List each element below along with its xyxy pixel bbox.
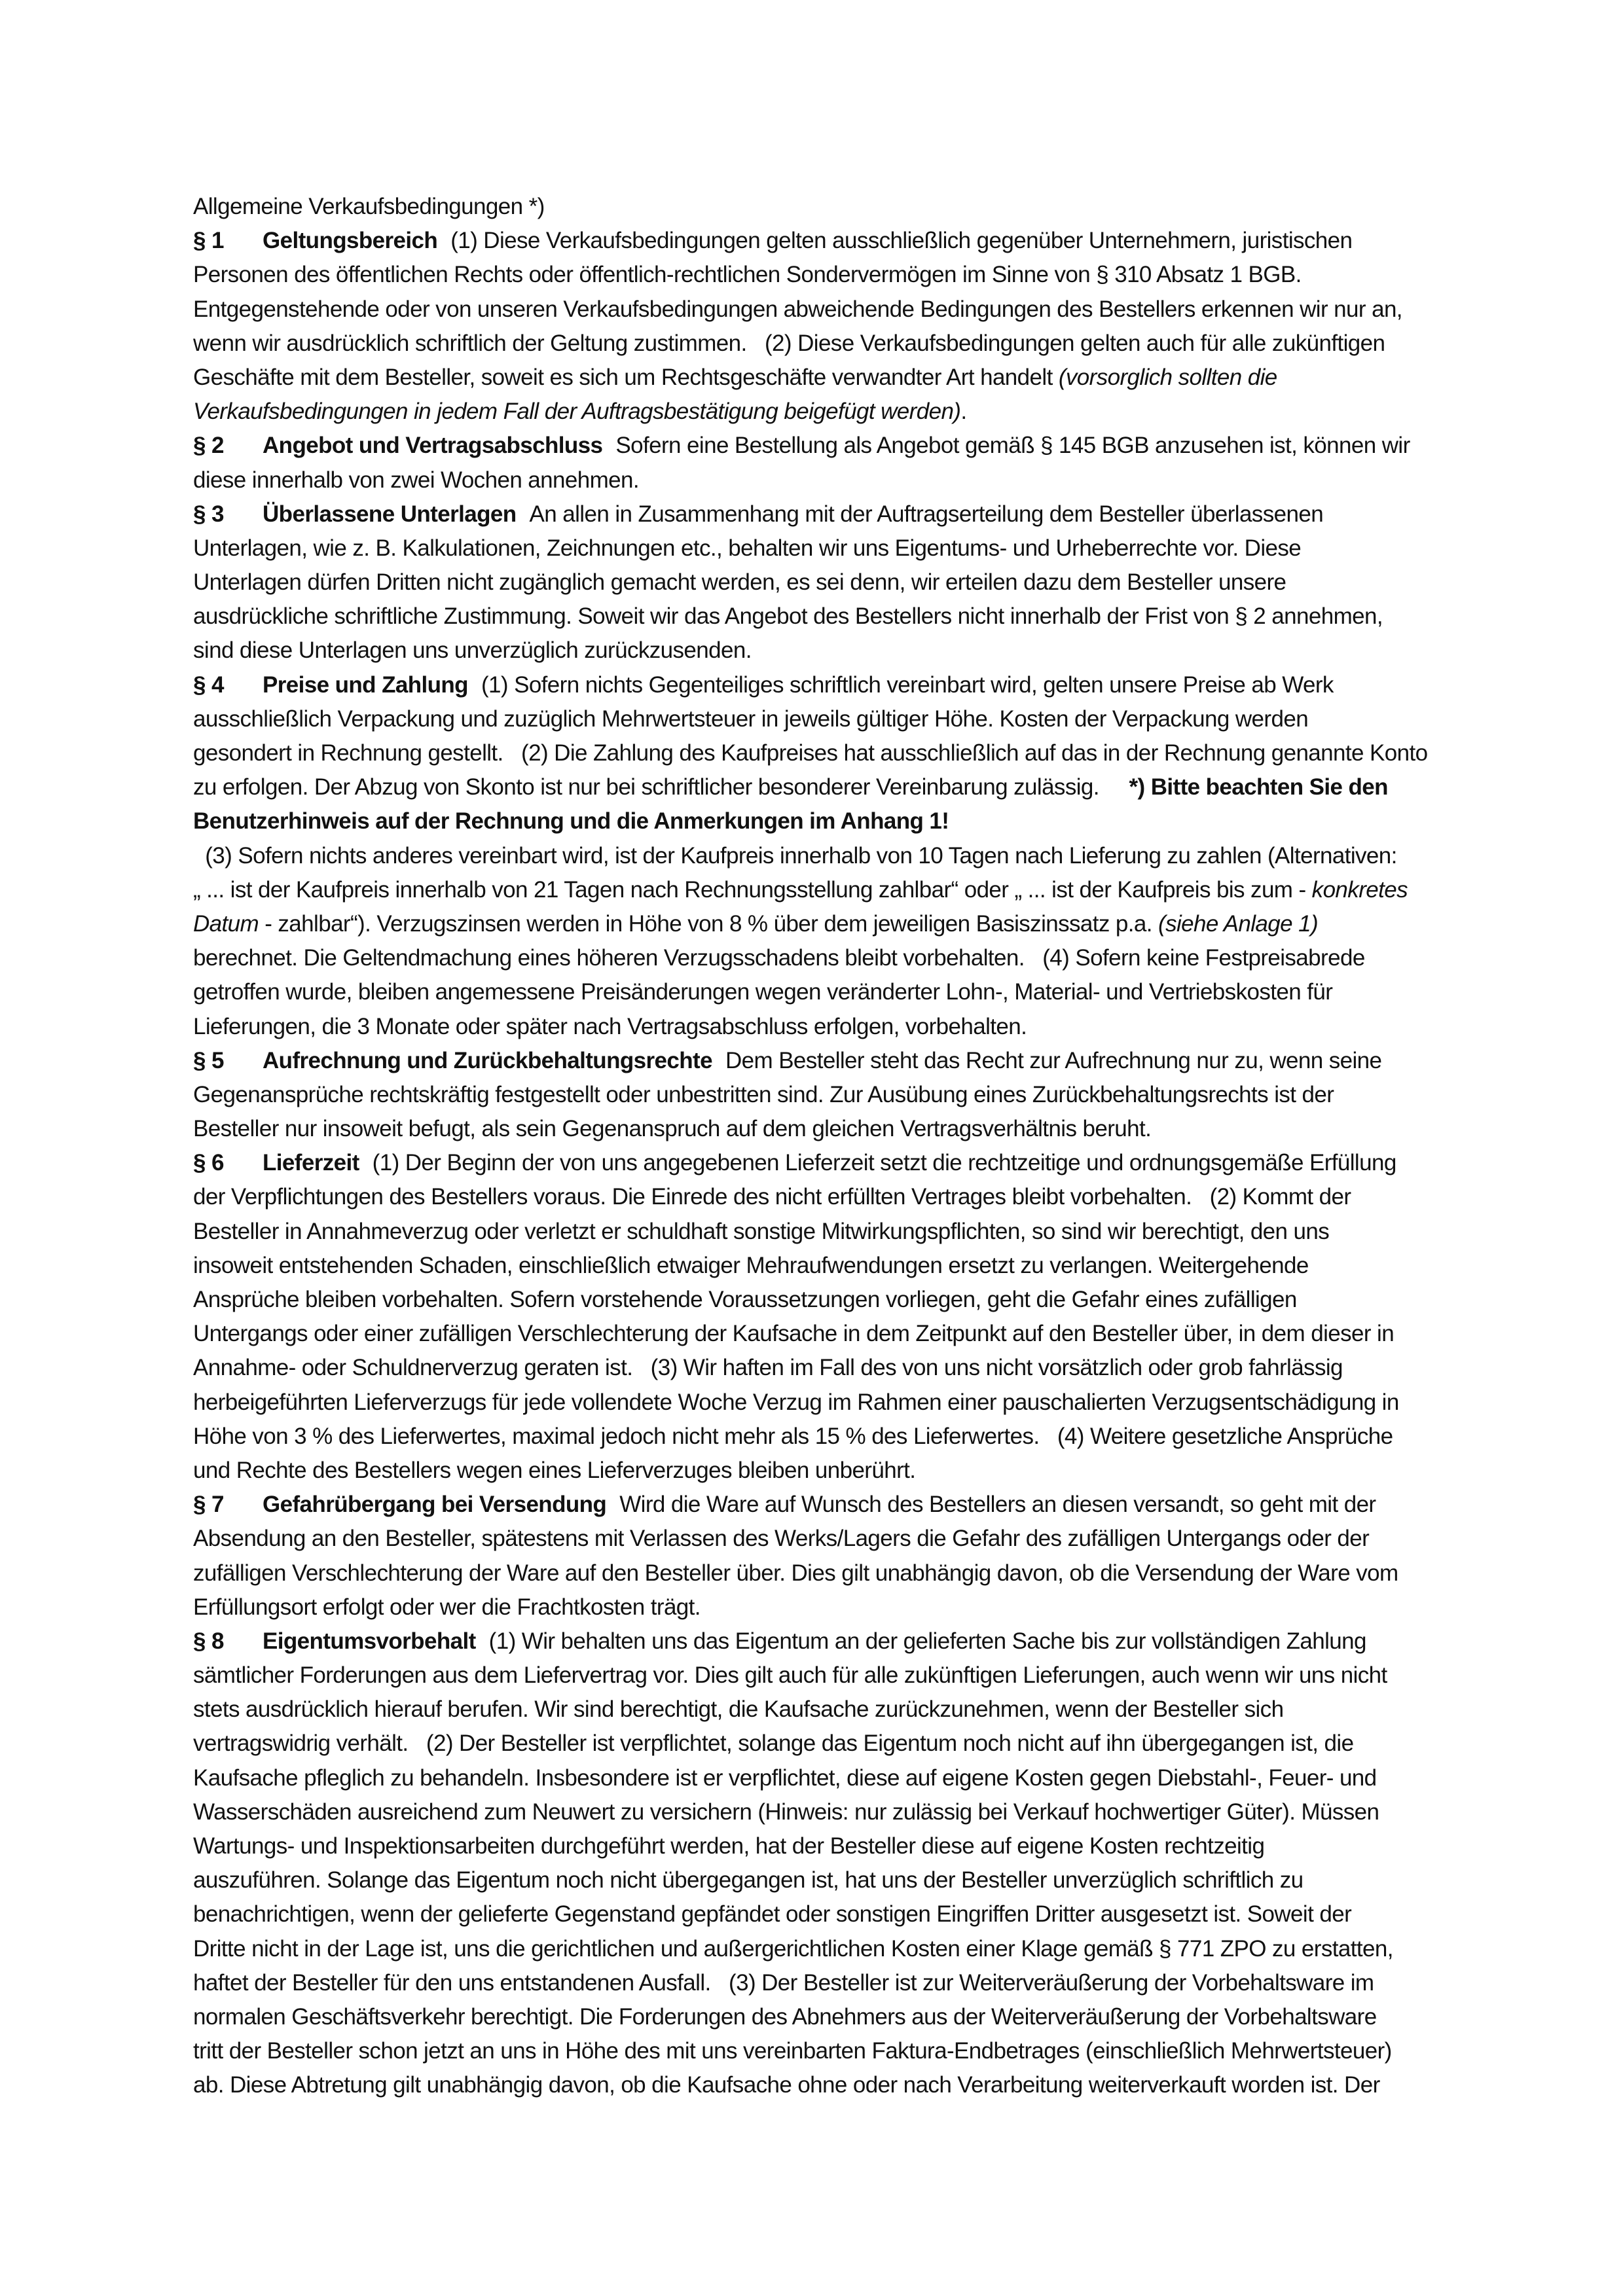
section-text-line — [193, 1386, 1450, 1420]
section-text-line — [193, 361, 1450, 395]
body-text: Gegenansprüche rechtskräftig festgestellt oder unbestritten sind. Zur Ausübung eines Zurückbehaltungsrechts ist der — [193, 1081, 1334, 1107]
section-heading-line — [193, 1488, 1450, 1522]
italic-text: (siehe Anlage 1) — [1158, 910, 1319, 937]
section-text-line — [193, 1420, 1450, 1454]
body-text: diese innerhalb von zwei Wochen annehmen. — [193, 467, 640, 493]
section-text-line — [193, 1659, 1450, 1693]
section-text-line — [193, 2068, 1450, 2102]
body-text: stets ausdrücklich hierauf berufen. Wir sind berechtigt, die Kaufsache zurückzunehmen, wenn der Besteller sich — [193, 1696, 1284, 1723]
section-text-line — [193, 1010, 1450, 1044]
section-text-line — [193, 1522, 1450, 1556]
section-number: § 4 — [193, 672, 224, 698]
section-1 — [193, 224, 1450, 429]
section-text-line — [193, 804, 1450, 838]
section-text-line — [193, 1351, 1450, 1385]
body-text: herbeigeführten Lieferverzugs für jede vollendete Woche Verzug im Rahmen einer pauschalierten Verzugsentschädigung in — [193, 1389, 1399, 1415]
section-heading-line — [193, 497, 1450, 531]
section-text-line — [193, 463, 1450, 497]
body-text: Personen des öffentlichen Rechts oder öffentlich-rechtlichen Sondervermögen im Sinne von § 310 Absatz 1 BGB. — [193, 262, 1302, 288]
section-heading: Aufrechnung und Zurückbehaltungsrechte — [263, 1047, 712, 1073]
body-text: zu erfolgen. Der Abzug von Skonto ist nur bei schriftlicher besonderer Vereinbarung zulässig. — [193, 774, 1129, 800]
body-text: haftet der Besteller für den uns entstandenen Ausfall. (3) Der Besteller ist zur Weiterveräußerung der Vorbehaltsware im — [193, 1969, 1374, 1996]
section-text-line — [193, 565, 1450, 600]
section-text-line — [193, 907, 1450, 941]
body-text: Wird die Ware auf Wunsch des Bestellers an diesen versandt, so geht mit der — [619, 1492, 1376, 1518]
section-5 — [193, 1044, 1450, 1147]
body-text: Unterlagen, wie z. B. Kalkulationen, Zeichnungen etc., behalten wir uns Eigentums- und Urheberrechte vor. Diese — [193, 535, 1302, 561]
section-text-line — [193, 1078, 1450, 1112]
body-text: Annahme- oder Schuldnerverzug geraten ist. (3) Wir haften im Fall des von uns nicht vorsätzlich oder grob fahrlässig — [193, 1355, 1343, 1381]
section-heading: Lieferzeit — [263, 1150, 359, 1176]
section-text-line — [193, 1215, 1450, 1249]
section-3 — [193, 497, 1450, 668]
section-text-line — [193, 1863, 1450, 1897]
section-heading: Preise und Zahlung — [263, 672, 468, 698]
section-heading-line — [193, 224, 1450, 258]
section-heading-line — [193, 1624, 1450, 1659]
section-text-line — [193, 873, 1450, 907]
body-text: An allen in Zusammenhang mit der Auftragserteilung dem Besteller überlassenen — [529, 501, 1324, 527]
body-text: Ansprüche bleiben vorbehalten. Sofern vorstehende Voraussetzungen vorliegen, geht die Gefahr eines zufälligen — [193, 1287, 1297, 1312]
italic-text: konkretes — [1311, 876, 1408, 903]
section-text-line — [193, 839, 1450, 873]
bold-text: *) Bitte beachten Sie den — [1129, 774, 1388, 800]
section-heading: Angebot und Vertragsabschluss — [263, 433, 603, 459]
section-text-line — [193, 327, 1450, 361]
section-text-line — [193, 1317, 1450, 1351]
section-text-line — [193, 1454, 1450, 1488]
section-text-line — [193, 531, 1450, 565]
section-text-line — [193, 395, 1450, 429]
body-text: Dem Besteller steht das Recht zur Aufrechnung nur zu, wenn seine — [725, 1047, 1382, 1073]
section-text-line — [193, 600, 1450, 634]
italic-text: Datum — [193, 910, 259, 937]
body-text: Sofern eine Bestellung als Angebot gemäß § 145 BGB anzusehen ist, können wir — [615, 433, 1410, 459]
section-number: § 6 — [193, 1150, 224, 1176]
section-text-line — [193, 1795, 1450, 1829]
body-text: getroffen wurde, bleiben angemessene Preisänderungen wegen veränderter Lohn-, Material- und Vertriebskosten für — [193, 979, 1333, 1005]
section-text-line — [193, 1932, 1450, 1966]
body-text: Geschäfte mit dem Besteller, soweit es sich um Rechtsgeschäfte verwandter Art handelt — [193, 364, 1059, 390]
body-text: tritt der Besteller schon jetzt an uns in Höhe des mit uns vereinbarten Faktura-Endbetrages (einschließlich Mehrwertsteuer) — [193, 2038, 1392, 2064]
section-text-line — [193, 2034, 1450, 2068]
body-text: und Rechte des Bestellers wegen eines Lieferverzuges bleiben unberührt. — [193, 1457, 916, 1483]
section-text-line — [193, 1966, 1450, 2000]
section-8 — [193, 1624, 1450, 2103]
section-text-line — [193, 1112, 1450, 1146]
body-text: (1) Sofern nichts Gegenteiliges schriftlich vereinbart wird, gelten unsere Preise ab Werk — [481, 672, 1334, 698]
section-number: § 7 — [193, 1492, 224, 1518]
section-text-line — [193, 1283, 1450, 1317]
body-text: Besteller in Annahmeverzug oder verletzt er schuldhaft sonstige Mitwirkungspflichten, so sind wir berechtigt, den uns — [193, 1218, 1330, 1244]
body-text: Untergangs oder einer zufälligen Verschlechterung der Kaufsache in dem Zeitpunkt auf den Besteller über, in dem dieser in — [193, 1321, 1395, 1347]
body-text: (1) Der Beginn der von uns angegebenen Lieferzeit setzt die rechtzeitige und ordnungsgemäße Erfüllung — [372, 1150, 1396, 1176]
body-text: ab. Diese Abtretung gilt unabhängig davon, ob die Kaufsache ohne oder nach Verarbeitung weiterverkauft worden ist. Der — [193, 2072, 1380, 2098]
section-text-line — [193, 293, 1450, 327]
body-text: ausdrückliche schriftliche Zustimmung. Soweit wir das Angebot des Bestellers nicht innerhalb der Frist von § 2 annehmen, — [193, 603, 1383, 630]
body-text: Absendung an den Besteller, spätestens mit Verlassen des Werks/Lagers die Gefahr des zufälligen Untergangs oder der — [193, 1526, 1370, 1552]
section-text-line — [193, 1727, 1450, 1761]
section-number: § 1 — [193, 228, 224, 254]
body-text: berechnet. Die Geltendmachung eines höheren Verzugsschadens bleibt vorbehalten. (4) Sofern keine Festpreisabrede — [193, 945, 1365, 971]
body-text: gesondert in Rechnung gestellt. (2) Die Zahlung des Kaufpreises hat ausschließlich auf das in der Rechnung genannte Konto — [193, 740, 1428, 766]
sections-container — [193, 224, 1450, 2102]
body-text: Wasserschäden ausreichend zum Neuwert zu versichern (Hinweis: nur zulässig bei Verkauf hochwertiger Güter). Müssen — [193, 1799, 1379, 1825]
section-number: § 3 — [193, 501, 224, 527]
body-text: Lieferungen, die 3 Monate oder später nach Vertragsabschluss erfolgen, vorbehalten. — [193, 1013, 1027, 1039]
section-7 — [193, 1488, 1450, 1624]
section-heading: Eigentumsvorbehalt — [263, 1628, 476, 1654]
section-text-line — [193, 702, 1450, 736]
body-text: ausschließlich Verpackung und zuzüglich Mehrwertsteuer in jeweils gültiger Höhe. Kosten der Verpackung werden — [193, 706, 1309, 732]
body-text: (1) Wir behalten uns das Eigentum an der gelieferten Sache bis zur vollständigen Zahlung — [488, 1628, 1366, 1654]
section-text-line — [193, 975, 1450, 1009]
body-text: benachrichtigen, wenn der gelieferte Gegenstand gepfändet oder sonstigen Eingriffen Dritter ausgesetzt ist. Soweit der — [193, 1901, 1352, 1928]
body-text: normalen Geschäftsverkehr berechtigt. Die Forderungen des Abnehmers aus der Weiterveräußerung der Vorbehaltsware — [193, 2003, 1377, 2030]
section-heading: Überlassene Unterlagen — [263, 501, 517, 527]
body-text: (1) Diese Verkaufsbedingungen gelten ausschließlich gegenüber Unternehmern, juristischen — [450, 228, 1353, 254]
body-text: - zahlbar“). Verzugszinsen werden in Höhe von 8 % über dem jeweiligen Basiszinssatz p.a. — [259, 910, 1159, 937]
section-heading-line — [193, 1146, 1450, 1180]
body-text: Entgegenstehende oder von unseren Verkaufsbedingungen abweichende Bedingungen des Bestellers erkennen wir nur an, — [193, 296, 1402, 322]
section-text-line — [193, 1761, 1450, 1795]
section-4 — [193, 668, 1450, 1044]
italic-text: (vorsorglich sollten die — [1058, 364, 1277, 390]
section-heading-line — [193, 429, 1450, 463]
body-text: Wartungs- und Inspektionsarbeiten durchgeführt werden, hat der Besteller diese auf eigene Kosten rechtzeitig — [193, 1833, 1265, 1859]
document-title: Allgemeine Verkaufsbedingungen *) — [193, 194, 545, 219]
section-text-line — [193, 258, 1450, 292]
section-heading-line — [193, 668, 1450, 702]
body-text: auszuführen. Solange das Eigentum noch nicht übergegangen ist, hat uns der Besteller unverzüglich schriftlich zu — [193, 1867, 1304, 1893]
section-text-line — [193, 1590, 1450, 1624]
section-number: § 5 — [193, 1047, 224, 1073]
body-text: Kaufsache pfleglich zu behandeln. Insbesondere ist er verpflichtet, diese auf eigene Kosten gegen Diebstahl-, Feuer- und — [193, 1765, 1377, 1791]
body-text: wenn wir ausdrücklich schriftlich der Geltung zustimmen. (2) Diese Verkaufsbedingungen gelten auch für alle zukünftigen — [193, 330, 1385, 356]
body-text: Höhe von 3 % des Lieferwertes, maximal jedoch nicht mehr als 15 % des Lieferwertes. (4) Weitere gesetzliche Ansprüche — [193, 1423, 1393, 1449]
body-text: vertragswidrig verhält. (2) Der Besteller ist verpflichtet, solange das Eigentum noch nicht auf ihn übergegangen ist, die — [193, 1731, 1354, 1757]
section-text-line — [193, 1180, 1450, 1214]
body-text: Unterlagen dürfen Dritten nicht zugänglich gemacht werden, es sei denn, wir erteilen dazu dem Besteller unsere — [193, 569, 1286, 596]
section-text-line — [193, 1249, 1450, 1283]
italic-text: Verkaufsbedingungen in jedem Fall der Auftragsbestätigung beigefügt werden) — [193, 399, 961, 425]
body-text: sämtlicher Forderungen aus dem Liefervertrag vor. Dies gilt auch für alle zukünftigen Lieferungen, auch wenn wir uns nicht — [193, 1662, 1387, 1689]
section-text-line — [193, 941, 1450, 975]
section-text-line — [193, 736, 1450, 770]
body-text: Besteller nur insoweit befugt, als sein Gegenanspruch auf dem gleichen Vertragsverhältnis beruht. — [193, 1116, 1152, 1142]
body-text: Erfüllungsort erfolgt oder wer die Frachtkosten trägt. — [193, 1594, 701, 1620]
section-heading: Gefahrübergang bei Versendung — [263, 1492, 607, 1518]
section-text-line — [193, 770, 1450, 804]
section-text-line — [193, 1897, 1450, 1931]
document-page — [193, 190, 1450, 2103]
body-text: sind diese Unterlagen uns unverzüglich zurückzusenden. — [193, 637, 752, 664]
section-heading-line — [193, 1044, 1450, 1078]
bold-text: Benutzerhinweis auf der Rechnung und die Anmerkungen im Anhang 1! — [193, 808, 949, 834]
body-text: der Verpflichtungen des Bestellers voraus. Die Einrede des nicht erfüllten Vertrages bleibt vorbehalten. (2) Kommt der — [193, 1184, 1351, 1210]
body-text: „ ... ist der Kaufpreis innerhalb von 21 Tagen nach Rechnungsstellung zahlbar“ oder „ ... ist der Kaufpreis bis zum - — [193, 876, 1312, 903]
section-number: § 2 — [193, 433, 224, 459]
section-text-line — [193, 1693, 1450, 1727]
section-text-line — [193, 1556, 1450, 1590]
body-text: (3) Sofern nichts anderes vereinbart wird, ist der Kaufpreis innerhalb von 10 Tagen nach Lieferung zu zahlen (Alternativen: — [193, 842, 1397, 869]
body-text: insoweit entstehenden Schaden, einschließlich etwaiger Mehraufwendungen ersetzt zu verlangen. Weitergehende — [193, 1252, 1309, 1278]
section-text-line — [193, 2000, 1450, 2034]
section-number: § 8 — [193, 1628, 224, 1654]
section-heading: Geltungsbereich — [263, 228, 438, 254]
section-2 — [193, 429, 1450, 497]
body-text: Dritte nicht in der Lage ist, uns die gerichtlichen und außergerichtlichen Kosten einer Klage gemäß § 771 ZPO zu erstatten, — [193, 1935, 1393, 1962]
section-text-line — [193, 1829, 1450, 1863]
body-text: . — [960, 399, 967, 425]
section-6 — [193, 1146, 1450, 1488]
section-text-line — [193, 634, 1450, 668]
body-text: zufälligen Verschlechterung der Ware auf den Besteller über. Dies gilt unabhängig davon, ob die Versendung der Ware vom — [193, 1560, 1398, 1586]
